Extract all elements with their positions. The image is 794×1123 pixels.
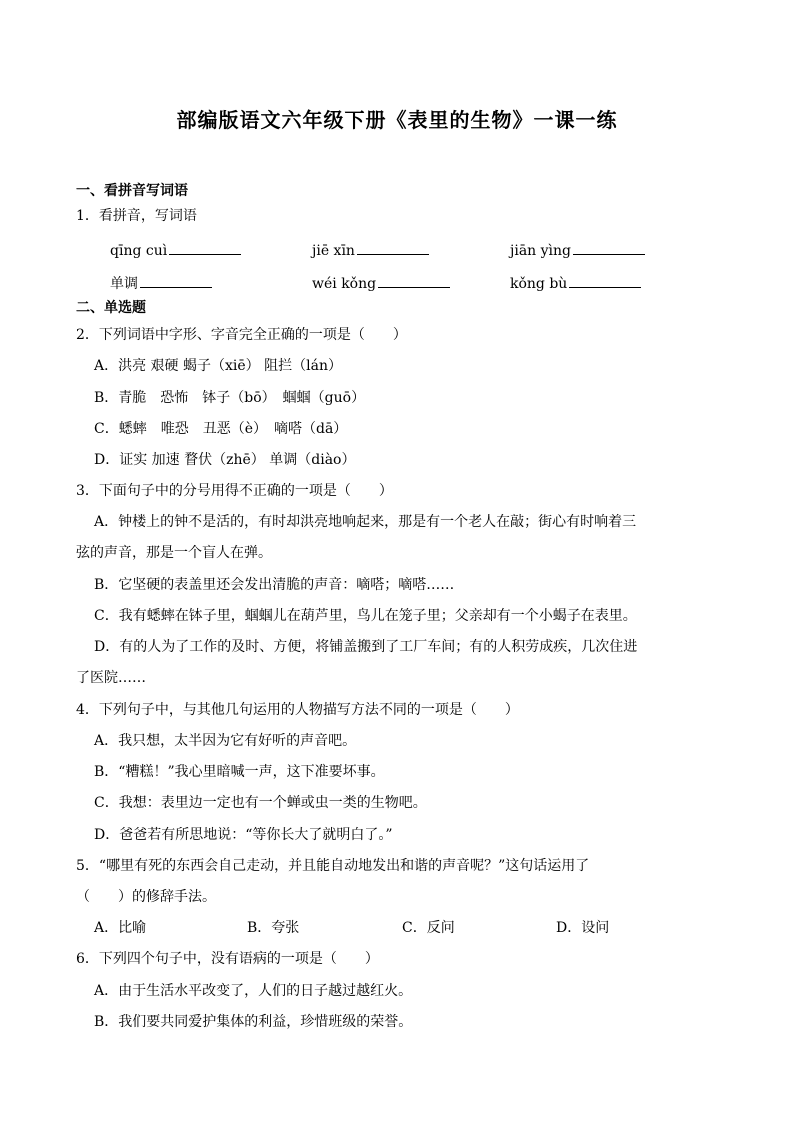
question-3-option-a-continued[interactable]: 弦的声音，那是一个盲人在弹。 — [76, 545, 272, 561]
question-2-stem: 2．下列词语中字形、字音完全正确的一项是（ ） — [76, 327, 407, 343]
question-5-option-b[interactable]: B．夸张 — [247, 920, 300, 936]
question-2-option-c[interactable]: C．蟋蟀 唯恐 丑恶（è） 嘀嗒（dā） — [94, 421, 348, 437]
answer-blank[interactable] — [140, 273, 212, 288]
question-3-option-a[interactable]: A．钟楼上的钟不是活的，有时却洪亮地响起来，那是有一个老人在敲；街心有时响着三 — [94, 514, 637, 530]
question-4-option-b[interactable]: B．“糟糕！”我心里暗喊一声，这下准要坏事。 — [94, 764, 385, 780]
question-3-option-d[interactable]: D．有的人为了工作的及时、方便，将铺盖搬到了工厂车间；有的人积劳成疾，几次住进 — [94, 639, 638, 655]
pinyin-item-4 — [110, 273, 212, 294]
question-4-option-d[interactable]: D．爸爸若有所思地说：“等你长大了就明白了。” — [94, 827, 393, 843]
pinyin-text: kǒng bù — [510, 276, 568, 292]
page-title: 部编版语文六年级下册《表里的生物》一课一练 — [176, 108, 618, 132]
question-6-option-b[interactable]: B．我们要共同爱护集体的利益，珍惜班级的荣誉。 — [94, 1014, 413, 1030]
section-heading-single-choice: 二、单选题 — [76, 300, 146, 316]
question-2-option-a[interactable]: A．洪亮 艰硬 蝎子（xiē） 阻拦（lán） — [94, 358, 342, 374]
answer-blank[interactable] — [357, 240, 429, 255]
pinyin-text: jiān yìng — [510, 243, 571, 259]
pinyin-item-2 — [312, 240, 429, 261]
question-6-option-a[interactable]: A．由于生活水平改变了，人们的日子越过越红火。 — [94, 983, 413, 999]
question-4-stem: 4．下列句子中，与其他几句运用的人物描写方法不同的一项是（ ） — [76, 702, 519, 718]
answer-blank[interactable] — [378, 273, 450, 288]
question-3-option-b[interactable]: B．它坚硬的表盖里还会发出清脆的声音：嘀嗒；嘀嗒…… — [94, 577, 455, 593]
answer-blank[interactable] — [569, 273, 641, 288]
question-5-option-a[interactable]: A．比喻 — [94, 920, 147, 936]
pinyin-text: 单调 — [110, 276, 138, 292]
answer-blank[interactable] — [169, 240, 241, 255]
question-5-stem-continued: （ ）的修辞手法。 — [76, 889, 216, 905]
question-5-option-c[interactable]: C．反问 — [402, 920, 455, 936]
question-6-stem: 6．下列四个句子中，没有语病的一项是（ ） — [76, 951, 379, 967]
question-1-stem: 1．看拼音，写词语 — [76, 208, 197, 224]
section-heading-pinyin: 一、看拼音写词语 — [76, 183, 188, 199]
question-3-option-c[interactable]: C．我有蟋蟀在钵子里，蝈蝈儿在葫芦里，鸟儿在笼子里；父亲却有一个小蝎子在表里。 — [94, 608, 637, 624]
answer-blank[interactable] — [573, 240, 645, 255]
question-5-option-d[interactable]: D．设问 — [556, 920, 610, 936]
question-2-option-d[interactable]: D．证实 加速 瞀伏（zhē） 单调（diào） — [94, 452, 356, 468]
question-5-stem: 5．“哪里有死的东西会自己走动，并且能自动地发出和谐的声音呢？”这句话运用了 — [76, 858, 590, 874]
question-3-stem: 3．下面句子中的分号用得不正确的一项是（ ） — [76, 483, 393, 499]
pinyin-text: wéi kǒng — [312, 276, 377, 292]
pinyin-item-6 — [510, 273, 641, 294]
pinyin-text: qīng cuì — [110, 243, 168, 259]
question-4-option-c[interactable]: C．我想：表里边一定也有一个蝉或虫一类的生物吧。 — [94, 795, 427, 811]
pinyin-item-1 — [110, 240, 241, 261]
pinyin-text: jiē xīn — [312, 243, 355, 259]
question-2-option-b[interactable]: B．青脆 恐怖 钵子（bō） 蝈蝈（guō） — [94, 390, 366, 406]
pinyin-item-5 — [312, 273, 450, 294]
question-3-option-d-continued[interactable]: 了医院…… — [76, 670, 146, 686]
question-4-option-a[interactable]: A．我只想，太半因为它有好听的声音吧。 — [94, 733, 357, 749]
pinyin-item-3 — [510, 240, 645, 261]
